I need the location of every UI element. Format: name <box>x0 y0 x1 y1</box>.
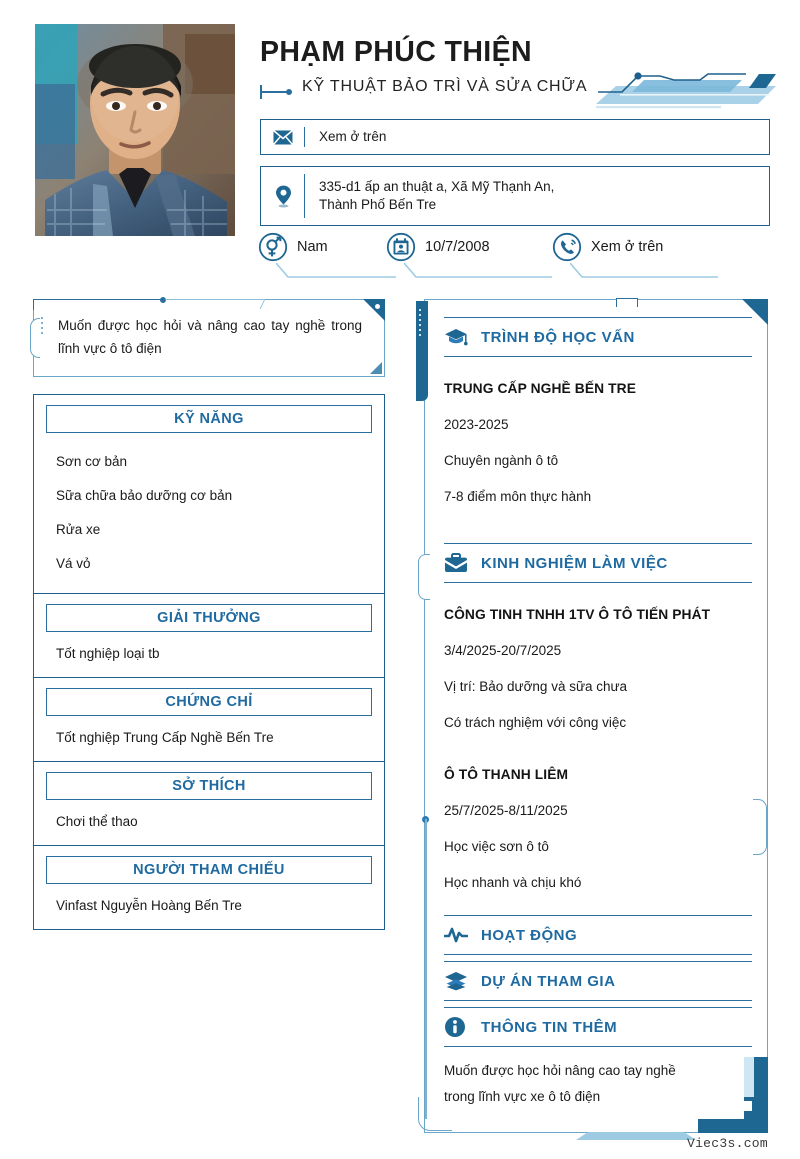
calendar-icon <box>386 232 416 262</box>
gender-icon <box>258 232 288 262</box>
section-skills-header <box>46 405 372 433</box>
phone-icon <box>552 232 582 262</box>
meta-phone[interactable] <box>552 232 663 262</box>
section-hobbies-body <box>34 800 384 845</box>
additional-info-line-2: trong lĩnh vực xe ô tô điện <box>444 1089 601 1104</box>
decorative-chart-graphic <box>596 62 776 112</box>
address-value <box>305 167 554 214</box>
education-entry-date: 2023-2025 <box>444 417 509 432</box>
career-objective-text: Muốn được học hỏi và nâng cao tay nghề trong lĩnh vực ô tô điện <box>58 318 362 356</box>
career-objective-box <box>33 299 385 377</box>
education-entry-detail: Chuyên ngành ô tô <box>444 453 559 468</box>
section-hobbies <box>33 761 385 846</box>
section-education-body <box>444 357 752 515</box>
address-line-1: 335-d1 ấp an thuật a, Xã Mỹ Thạnh An, <box>319 179 555 194</box>
contact-address[interactable] <box>260 166 770 226</box>
layers-icon <box>444 969 470 993</box>
section-additional-info-title: THÔNG TIN THÊM <box>481 1018 618 1036</box>
birthday-underline <box>404 262 552 280</box>
job-title: KỸ THUẬT BẢO TRÌ VÀ SỬA CHỮA <box>302 78 588 95</box>
section-hobbies-header <box>46 772 372 800</box>
meta-birthday[interactable] <box>386 232 490 262</box>
objective-corner-dot <box>375 304 380 309</box>
section-additional-info-header <box>444 1007 752 1047</box>
briefcase-icon <box>444 551 470 575</box>
section-certificates-header <box>46 688 372 716</box>
left-column <box>33 299 385 930</box>
objective-corner-top-right <box>363 299 385 321</box>
list-item: Rửa xe <box>56 522 101 537</box>
right-column-dots-decoration <box>419 309 421 337</box>
section-experience-header <box>444 543 752 583</box>
phone-underline <box>570 262 718 280</box>
objective-dots-decoration <box>41 317 43 337</box>
education-entry-name: TRUNG CẤP NGHỀ BẾN TRE <box>444 381 637 396</box>
section-awards-title: GIẢI THƯỞNG <box>157 610 261 626</box>
right-column-side-notch <box>418 554 430 600</box>
section-certificates-title: CHỨNG CHỈ <box>165 694 253 710</box>
list-item: Sơn cơ bản <box>56 454 127 469</box>
right-column-right-notch <box>753 799 767 855</box>
right-column-accent-bar <box>416 301 428 401</box>
meta-row <box>258 232 778 280</box>
list-item: Tốt nghiệp loại tb <box>56 646 160 661</box>
section-activities-header <box>444 915 752 955</box>
experience-entry-detail: Học nhanh và chịu khó <box>444 875 582 890</box>
experience-entry-name: CÔNG TINH TNHH 1TV Ô TÔ TIẾN PHÁT <box>444 607 711 622</box>
cv-header <box>0 0 800 290</box>
right-column-top-notch <box>616 298 638 307</box>
graduation-cap-icon <box>444 325 470 349</box>
section-awards <box>33 593 385 678</box>
section-education <box>444 317 752 515</box>
section-hobbies-title: SỞ THÍCH <box>172 778 246 794</box>
section-references-body <box>34 884 384 929</box>
experience-entry-detail: Có trách nghiệm với công việc <box>444 715 627 730</box>
meta-gender[interactable] <box>258 232 328 262</box>
left-gap <box>33 377 385 395</box>
section-experience-title: KINH NGHIỆM LÀM VIỆC <box>481 554 668 572</box>
section-awards-header <box>46 604 372 632</box>
education-entry-detail: 7-8 điểm môn thực hành <box>444 489 592 504</box>
title-dash-icon <box>260 91 290 93</box>
address-line-2: Thành Phố Bến Tre <box>319 197 437 212</box>
email-value: Xem ở trên <box>319 129 387 144</box>
section-references <box>33 845 385 930</box>
section-skills <box>33 394 385 594</box>
objective-curve-decoration <box>30 318 40 358</box>
objective-corner-bottom-right <box>370 362 382 374</box>
right-column <box>416 299 768 1133</box>
timeline-line <box>425 819 427 1119</box>
section-experience <box>444 543 752 901</box>
watermark: Viec3s.com <box>686 1136 768 1151</box>
section-certificates-body <box>34 716 384 761</box>
phone-value: Xem ở trên <box>591 239 664 255</box>
contact-email[interactable] <box>260 119 770 155</box>
section-skills-body <box>34 433 384 593</box>
section-awards-body <box>34 632 384 677</box>
section-activities-title: HOẠT ĐỘNG <box>481 926 578 944</box>
avatar <box>35 24 235 236</box>
section-activities <box>444 915 752 955</box>
section-projects-title: DỰ ÁN THAM GIA <box>481 972 616 990</box>
experience-entry-name: Ô TÔ THANH LIÊM <box>444 767 569 782</box>
page-title: PHẠM PHÚC THIỆN <box>260 36 533 68</box>
objective-corner-top-left <box>33 299 163 310</box>
section-projects-header <box>444 961 752 1001</box>
experience-entry-gap <box>444 741 752 757</box>
section-education-title: TRÌNH ĐỘ HỌC VẤN <box>481 328 635 346</box>
section-skills-title: KỸ NĂNG <box>174 411 244 427</box>
envelope-icon <box>261 120 305 154</box>
list-item: Vinfast Nguyễn Hoàng Bến Tre <box>56 898 242 913</box>
experience-entry-detail: Vị trí: Bảo dưỡng và sữa chưa <box>444 679 628 694</box>
birthday-value: 10/7/2008 <box>425 239 490 255</box>
section-projects <box>444 961 752 1001</box>
section-education-header <box>444 317 752 357</box>
list-item: Tốt nghiệp Trung Cấp Nghề Bến Tre <box>56 730 274 745</box>
right-column-bottom-tab <box>576 1132 696 1140</box>
section-additional-info <box>444 1007 752 1110</box>
list-item: Vá vỏ <box>56 556 91 571</box>
section-references-header <box>46 856 372 884</box>
objective-notch <box>161 299 266 309</box>
section-certificates <box>33 677 385 762</box>
gender-underline <box>276 262 396 280</box>
activity-pulse-icon <box>444 923 470 947</box>
profile-photo <box>35 24 235 236</box>
experience-entry-date: 25/7/2025-8/11/2025 <box>444 803 568 818</box>
section-additional-info-body <box>444 1047 752 1110</box>
gender-value: Nam <box>297 239 328 255</box>
experience-entry-detail: Học việc sơn ô tô <box>444 839 549 854</box>
location-pin-icon <box>261 167 305 225</box>
section-experience-body <box>444 583 752 901</box>
additional-info-line-1: Muốn được học hỏi nâng cao tay nghề <box>444 1063 676 1078</box>
info-circle-icon <box>444 1015 470 1039</box>
section-references-title: NGƯỜI THAM CHIẾU <box>133 862 285 878</box>
experience-entry-date: 3/4/2025-20/7/2025 <box>444 643 562 658</box>
list-item: Chơi thể thao <box>56 814 138 829</box>
list-item: Sữa chữa bảo dưỡng cơ bản <box>56 488 233 503</box>
